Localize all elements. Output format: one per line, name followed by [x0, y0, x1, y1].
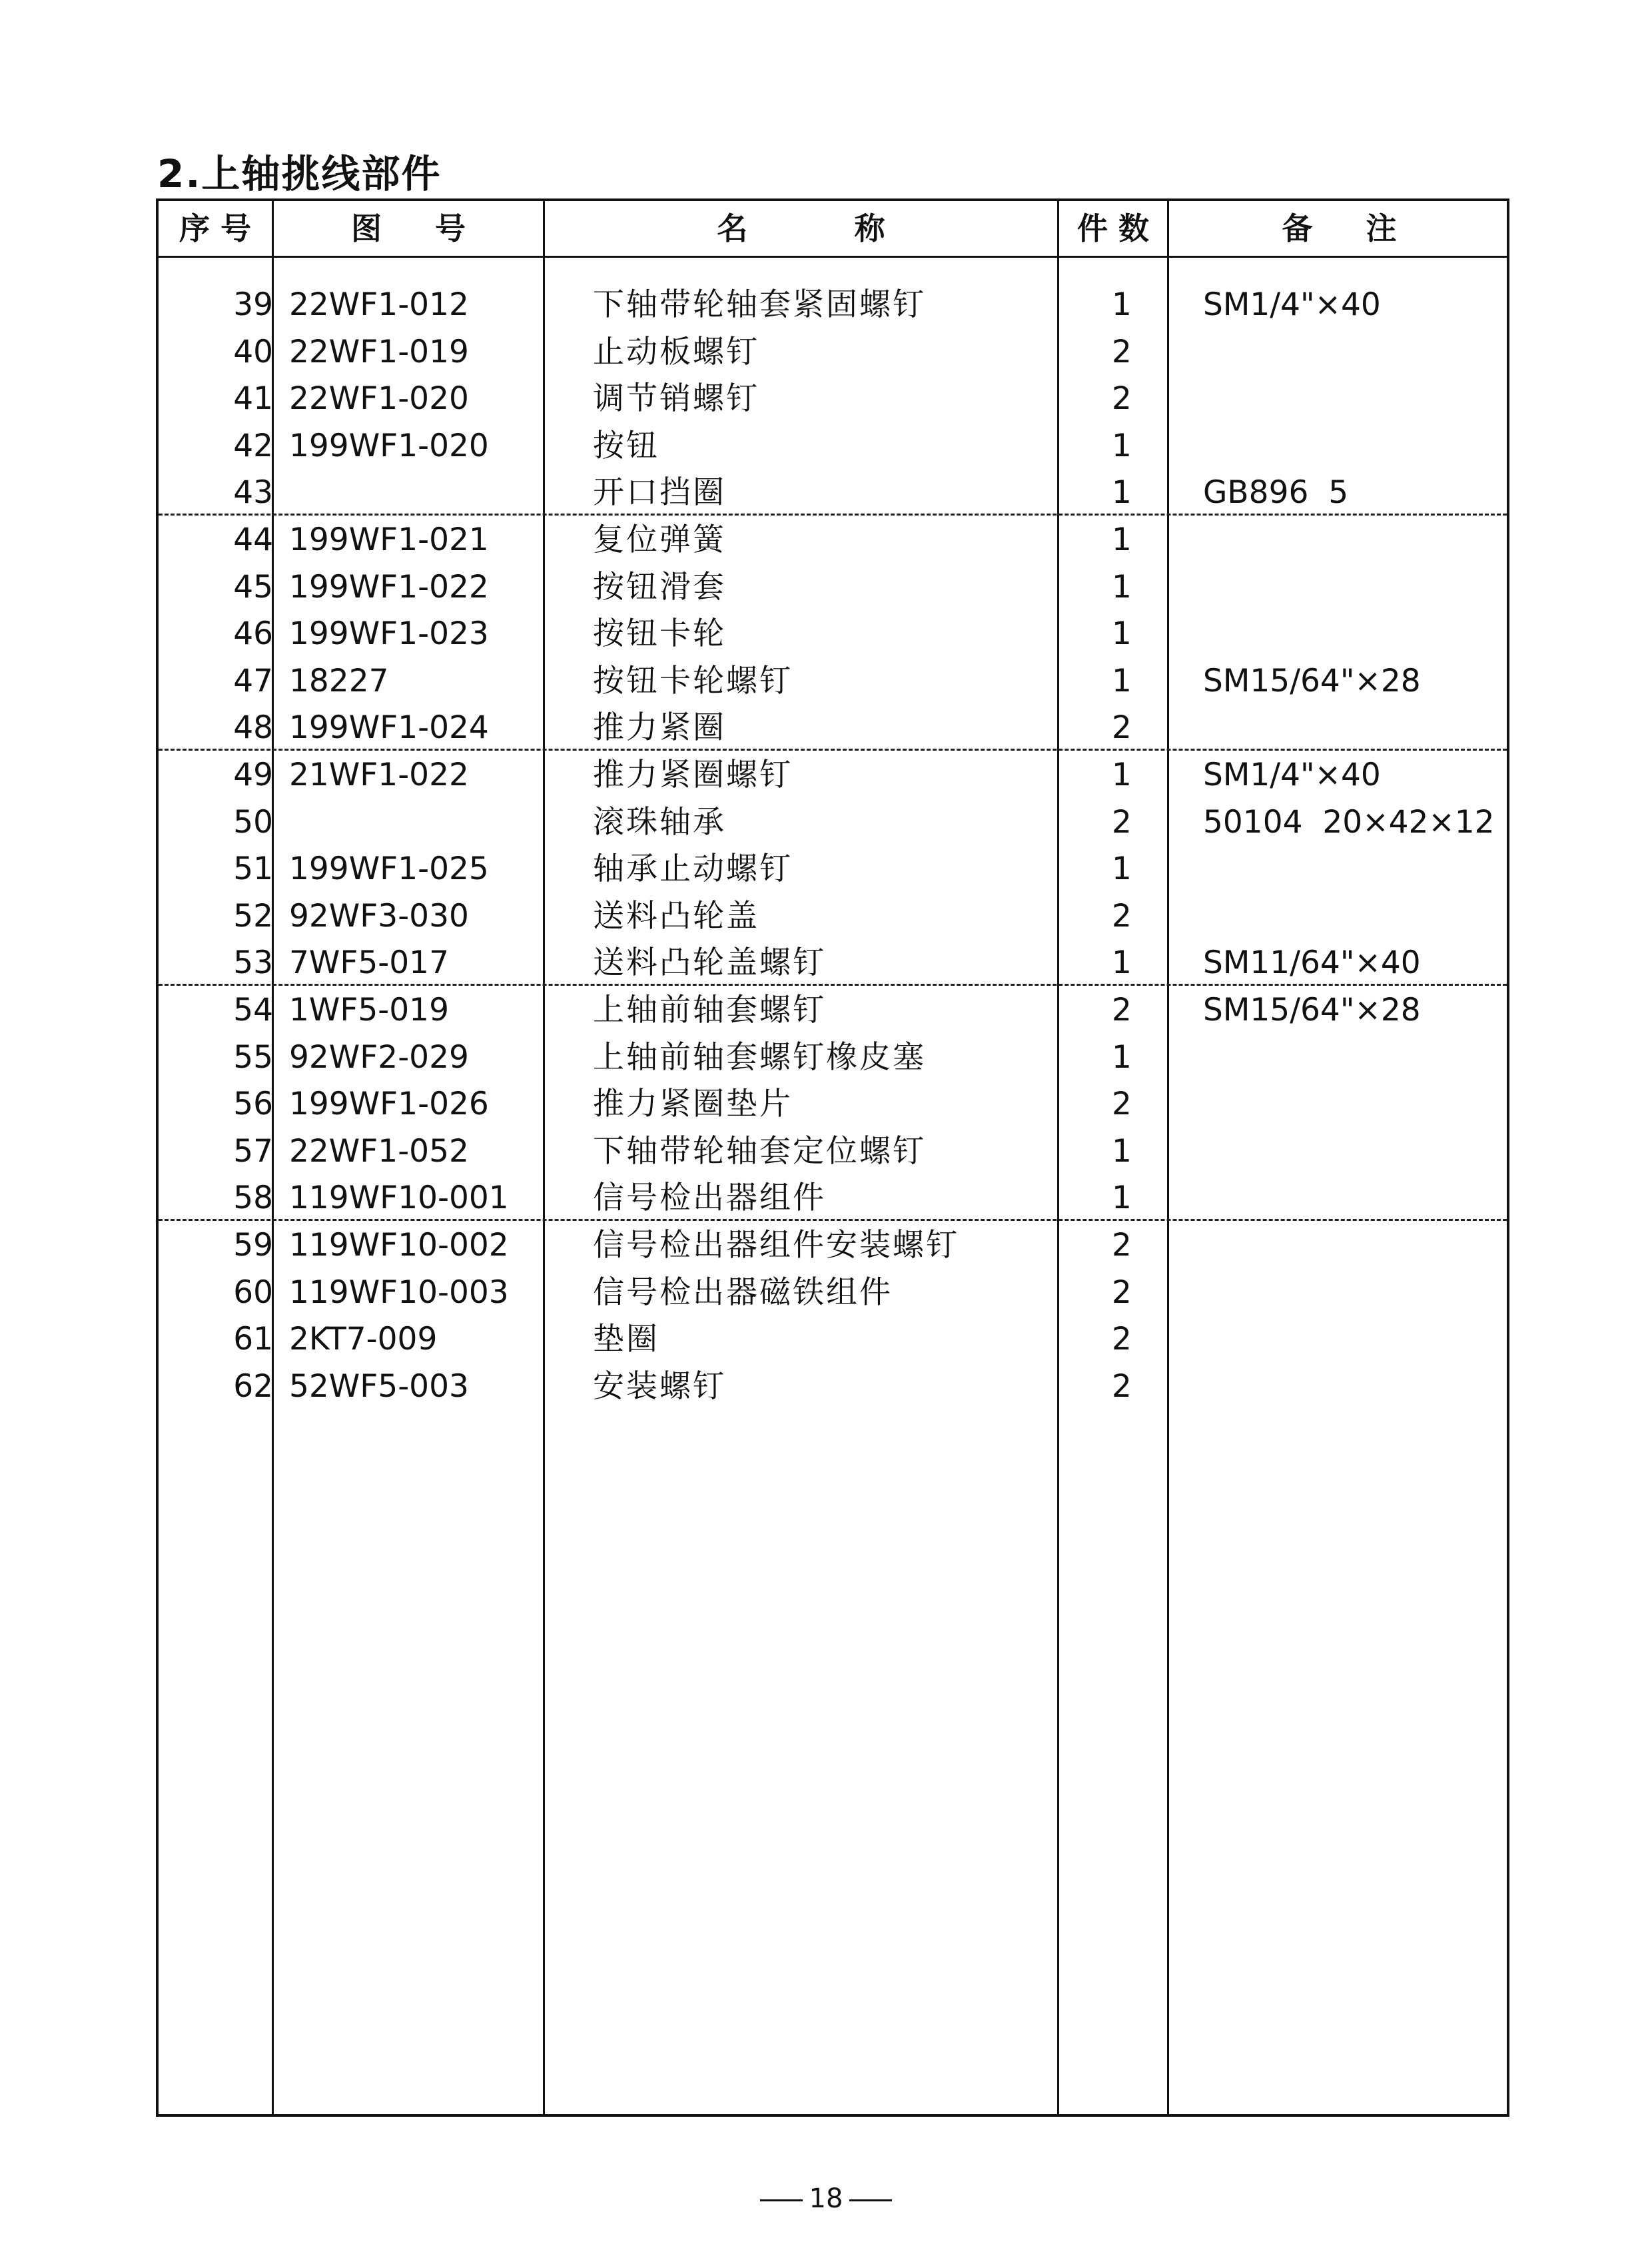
part-name: 调节销螺钉	[593, 380, 759, 418]
header-drawing-number: 图 号	[350, 210, 466, 246]
quantity: 2	[1112, 1274, 1132, 1311]
quantity: 2	[1112, 1227, 1132, 1264]
remark	[1203, 610, 1509, 657]
quantity: 1	[1112, 286, 1132, 323]
part-name: 上轴前轴套螺钉	[593, 992, 826, 1028]
row-number: 50	[233, 803, 273, 841]
table-row	[159, 845, 1507, 893]
table-row	[159, 469, 1507, 516]
quantity: 2	[1112, 992, 1132, 1028]
part-name: 推力紧圈垫片	[593, 1086, 793, 1123]
remark	[1203, 563, 1509, 611]
parts-table	[156, 198, 1509, 2117]
row-number: 47	[233, 662, 273, 699]
part-name: 推力紧圈	[593, 709, 726, 747]
remark: SM11/64"×40	[1203, 944, 1421, 982]
part-name: 复位弹簧	[593, 522, 726, 558]
quantity: 1	[1112, 944, 1132, 982]
quantity: 2	[1112, 1321, 1132, 1358]
row-number: 44	[233, 522, 273, 558]
drawing-number: 22WF1-019	[289, 333, 469, 370]
remark	[1203, 1222, 1509, 1269]
table-row	[159, 799, 1507, 846]
quantity: 2	[1112, 897, 1132, 934]
quantity: 2	[1112, 1367, 1132, 1405]
part-name: 下轴带轮轴套定位螺钉	[593, 1132, 926, 1170]
drawing-number: 22WF1-052	[289, 1132, 469, 1170]
page-footer	[0, 2183, 1652, 2214]
table-row	[159, 657, 1507, 705]
row-number: 58	[233, 1180, 273, 1217]
footer-rule	[849, 2199, 892, 2201]
part-name: 止动板螺钉	[593, 333, 759, 370]
row-number: 54	[233, 992, 273, 1028]
row-number: 39	[233, 286, 273, 323]
part-name: 送料凸轮盖	[593, 897, 759, 934]
header-quantity: 件 数	[1076, 210, 1149, 246]
quantity: 1	[1112, 1038, 1132, 1076]
drawing-number: 119WF10-002	[289, 1227, 509, 1264]
quantity: 2	[1112, 380, 1132, 418]
drawing-number: 199WF1-024	[289, 709, 489, 747]
remark	[1203, 1174, 1509, 1222]
row-number: 48	[233, 709, 273, 747]
group-separator	[159, 514, 1507, 516]
drawing-number: 21WF1-022	[289, 757, 469, 793]
quantity: 1	[1112, 851, 1132, 888]
row-number: 42	[233, 427, 273, 464]
part-name: 按钮滑套	[593, 568, 726, 605]
table-row	[159, 986, 1507, 1034]
drawing-number: 199WF1-022	[289, 568, 489, 605]
group-separator	[159, 984, 1507, 986]
row-number: 49	[233, 757, 273, 793]
part-name: 上轴前轴套螺钉橡皮塞	[593, 1038, 926, 1076]
row-number: 57	[233, 1132, 273, 1170]
table-row	[159, 751, 1507, 799]
part-name: 信号检出器组件	[593, 1180, 826, 1217]
remark: 50104 20×42×12	[1203, 803, 1495, 841]
quantity: 1	[1112, 474, 1132, 512]
part-name: 信号检出器磁铁组件	[593, 1274, 893, 1311]
header-remark: 备 注	[1282, 210, 1397, 246]
drawing-number: 199WF1-026	[289, 1086, 489, 1123]
remark	[1203, 704, 1509, 751]
drawing-number: 1WF5-019	[289, 992, 449, 1028]
remark	[1203, 1315, 1509, 1363]
remark: SM1/4"×40	[1203, 286, 1381, 323]
table-row	[159, 563, 1507, 611]
header-divider	[159, 256, 1507, 258]
remark	[1203, 1269, 1509, 1316]
drawing-number: 119WF10-003	[289, 1274, 509, 1311]
quantity: 2	[1112, 1086, 1132, 1123]
table-row	[159, 1174, 1507, 1222]
table-row	[159, 375, 1507, 422]
table-row	[159, 1034, 1507, 1081]
part-name: 信号检出器组件安装螺钉	[593, 1227, 959, 1264]
drawing-number: 92WF2-029	[289, 1038, 469, 1076]
drawing-number: 52WF5-003	[289, 1367, 469, 1405]
part-name: 滚珠轴承	[593, 803, 726, 841]
part-name: 按钮卡轮	[593, 615, 726, 653]
remark: SM1/4"×40	[1203, 757, 1381, 793]
quantity: 2	[1112, 709, 1132, 747]
drawing-number: 22WF1-020	[289, 380, 469, 418]
drawing-number: 22WF1-012	[289, 286, 469, 323]
header-name: 名 称	[717, 210, 885, 246]
row-number: 55	[233, 1038, 273, 1076]
remark	[1203, 1034, 1509, 1081]
table-row	[159, 610, 1507, 657]
remark	[1203, 375, 1509, 422]
row-number: 51	[233, 851, 273, 888]
drawing-number: 199WF1-023	[289, 615, 489, 653]
row-number: 60	[233, 1274, 273, 1311]
part-name: 安装螺钉	[593, 1367, 726, 1405]
quantity: 2	[1112, 333, 1132, 370]
remark	[1203, 516, 1509, 563]
part-name: 垫圈	[593, 1321, 659, 1358]
remark	[1203, 893, 1509, 940]
remark: SM15/64"×28	[1203, 662, 1421, 699]
row-number: 56	[233, 1086, 273, 1123]
drawing-number: 92WF3-030	[289, 897, 469, 934]
table-row	[159, 704, 1507, 751]
remark	[1203, 422, 1509, 470]
drawing-number: 119WF10-001	[289, 1180, 509, 1217]
quantity: 1	[1112, 568, 1132, 605]
row-number: 62	[233, 1367, 273, 1405]
table-row	[159, 281, 1507, 328]
drawing-number: 2KT7-009	[289, 1321, 438, 1358]
table-row	[159, 1363, 1507, 1410]
row-number: 41	[233, 380, 273, 418]
quantity: 1	[1112, 662, 1132, 699]
part-name: 送料凸轮盖螺钉	[593, 944, 826, 982]
page-number: 18	[809, 2183, 843, 2214]
row-number: 52	[233, 897, 273, 934]
quantity: 1	[1112, 427, 1132, 464]
drawing-number: 199WF1-020	[289, 427, 489, 464]
quantity: 2	[1112, 803, 1132, 841]
remark	[1203, 1363, 1509, 1410]
table-row	[159, 1080, 1507, 1128]
remark	[1203, 1128, 1509, 1175]
header-no: 序 号	[179, 210, 251, 246]
table-row	[159, 422, 1507, 470]
drawing-number: 199WF1-025	[289, 851, 489, 888]
table-row	[159, 1128, 1507, 1175]
table-row	[159, 939, 1507, 986]
drawing-number: 199WF1-021	[289, 522, 489, 558]
row-number: 53	[233, 944, 273, 982]
footer-rule	[760, 2199, 803, 2201]
remark: GB896 5	[1203, 474, 1349, 512]
table-row	[159, 1222, 1507, 1269]
row-number: 59	[233, 1227, 273, 1264]
quantity: 1	[1112, 1180, 1132, 1217]
quantity: 1	[1112, 615, 1132, 653]
quantity: 1	[1112, 757, 1132, 793]
drawing-number: 18227	[289, 662, 389, 699]
table-row	[159, 328, 1507, 376]
table-row	[159, 516, 1507, 563]
part-name: 推力紧圈螺钉	[593, 757, 793, 793]
row-number: 43	[233, 474, 273, 512]
quantity: 1	[1112, 1132, 1132, 1170]
part-name: 轴承止动螺钉	[593, 851, 793, 888]
row-number: 46	[233, 615, 273, 653]
remark	[1203, 845, 1509, 893]
remark: SM15/64"×28	[1203, 992, 1421, 1028]
group-separator	[159, 1219, 1507, 1221]
part-name: 按钮卡轮螺钉	[593, 662, 793, 699]
remark	[1203, 1080, 1509, 1128]
table-row	[159, 1315, 1507, 1363]
part-name: 开口挡圈	[593, 474, 726, 512]
remark	[1203, 328, 1509, 376]
row-number: 61	[233, 1321, 273, 1358]
drawing-number: 7WF5-017	[289, 944, 449, 982]
row-number: 40	[233, 333, 273, 370]
part-name: 按钮	[593, 427, 659, 464]
row-number: 45	[233, 568, 273, 605]
section-title: 2.上轴挑线部件	[157, 151, 442, 196]
quantity: 1	[1112, 522, 1132, 558]
table-row	[159, 893, 1507, 940]
group-separator	[159, 749, 1507, 751]
part-name: 下轴带轮轴套紧固螺钉	[593, 286, 926, 323]
table-row	[159, 1269, 1507, 1316]
